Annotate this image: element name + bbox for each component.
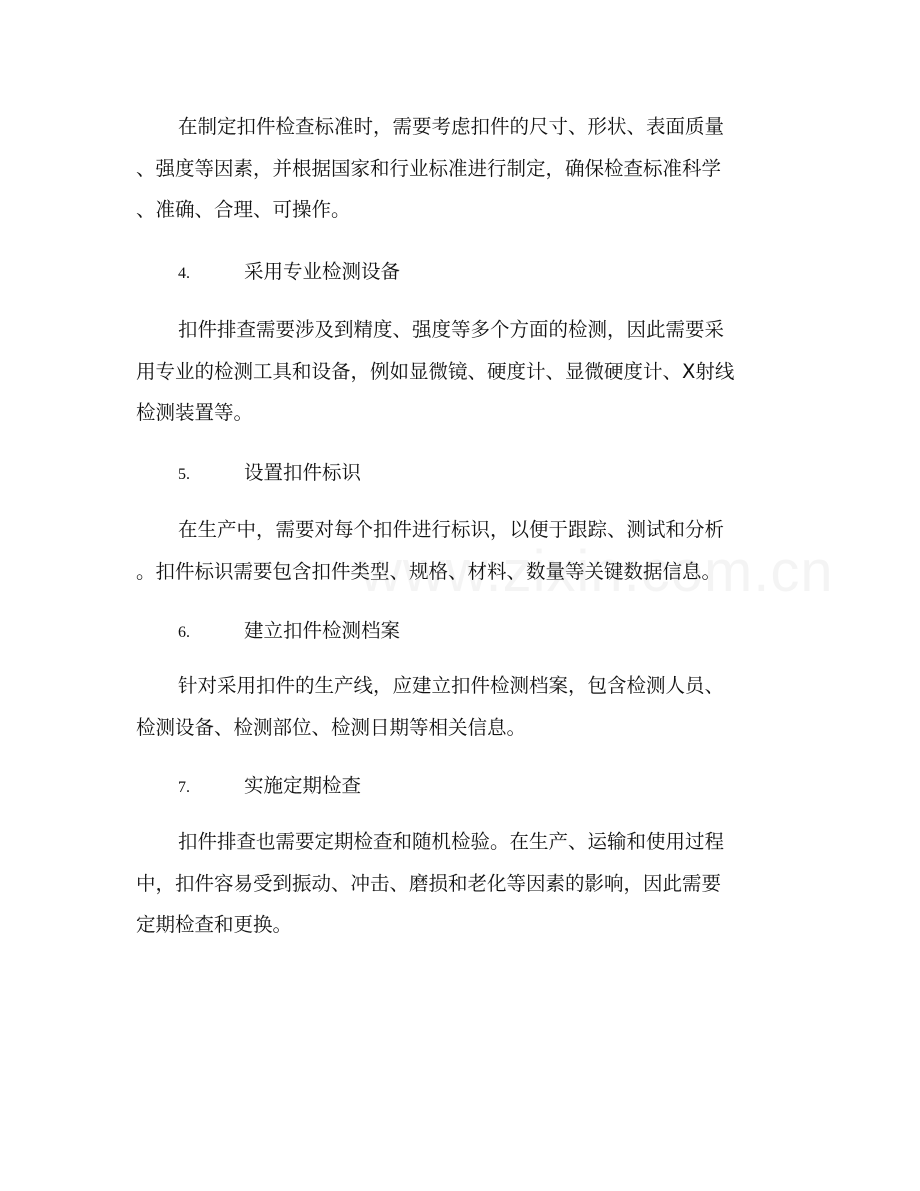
section-title: 建立扣件检测档案 (244, 619, 401, 642)
section-number: 7. (178, 779, 190, 796)
paragraph-marking (136, 509, 776, 592)
paragraph-line: 、准确、合理、可操作。 (136, 198, 351, 221)
paragraph-line: 扣件排查需要涉及到精度、强度等多个方面的检测，因此需要采 (178, 318, 725, 341)
paragraph-inspection (136, 821, 776, 946)
section-heading-6 (178, 617, 400, 647)
paragraph-line: 用专业的检测工具和设备，例如显微镜、硬度计、显微硬度计、X射线 (136, 359, 735, 383)
paragraph-line: 在生产中，需要对每个扣件进行标识，以便于跟踪、测试和分析 (178, 518, 725, 541)
paragraph-line: 定期检查和更换。 (136, 913, 293, 936)
paragraph-line: 、强度等因素，并根据国家和行业标准进行制定，确保检查标准科学 (136, 156, 722, 180)
paragraph-line: 检测装置等。 (136, 401, 254, 424)
section-heading-5 (178, 459, 361, 489)
section-heading-4 (178, 258, 400, 288)
section-title: 采用专业检测设备 (244, 260, 401, 283)
paragraph-line: 针对采用扣件的生产线，应建立扣件检测档案，包含检测人员、 (178, 674, 725, 697)
paragraph-line: 在制定扣件检查标准时，需要考虑扣件的尺寸、形状、表面质量 (178, 115, 725, 138)
paragraph-line: 中，扣件容易受到振动、冲击、磨损和老化等因素的影响，因此需要 (136, 871, 722, 895)
paragraph-standards (136, 106, 776, 231)
section-number: 6. (178, 624, 190, 641)
section-title: 设置扣件标识 (244, 461, 362, 484)
section-heading-7 (178, 772, 361, 802)
section-number: 5. (178, 466, 190, 483)
paragraph-line: 检测设备、检测部位、检测日期等相关信息。 (136, 715, 527, 739)
paragraph-line: 扣件排查也需要定期检查和随机检验。在生产、运输和使用过程 (178, 830, 725, 853)
paragraph-line: 。扣件标识需要包含扣件类型、规格、材料、数量等关键数据信息。 (136, 559, 722, 583)
paragraph-archive (136, 665, 776, 748)
section-title: 实施定期检查 (244, 774, 362, 797)
paragraph-equipment (136, 309, 776, 434)
section-number: 4. (178, 265, 190, 282)
